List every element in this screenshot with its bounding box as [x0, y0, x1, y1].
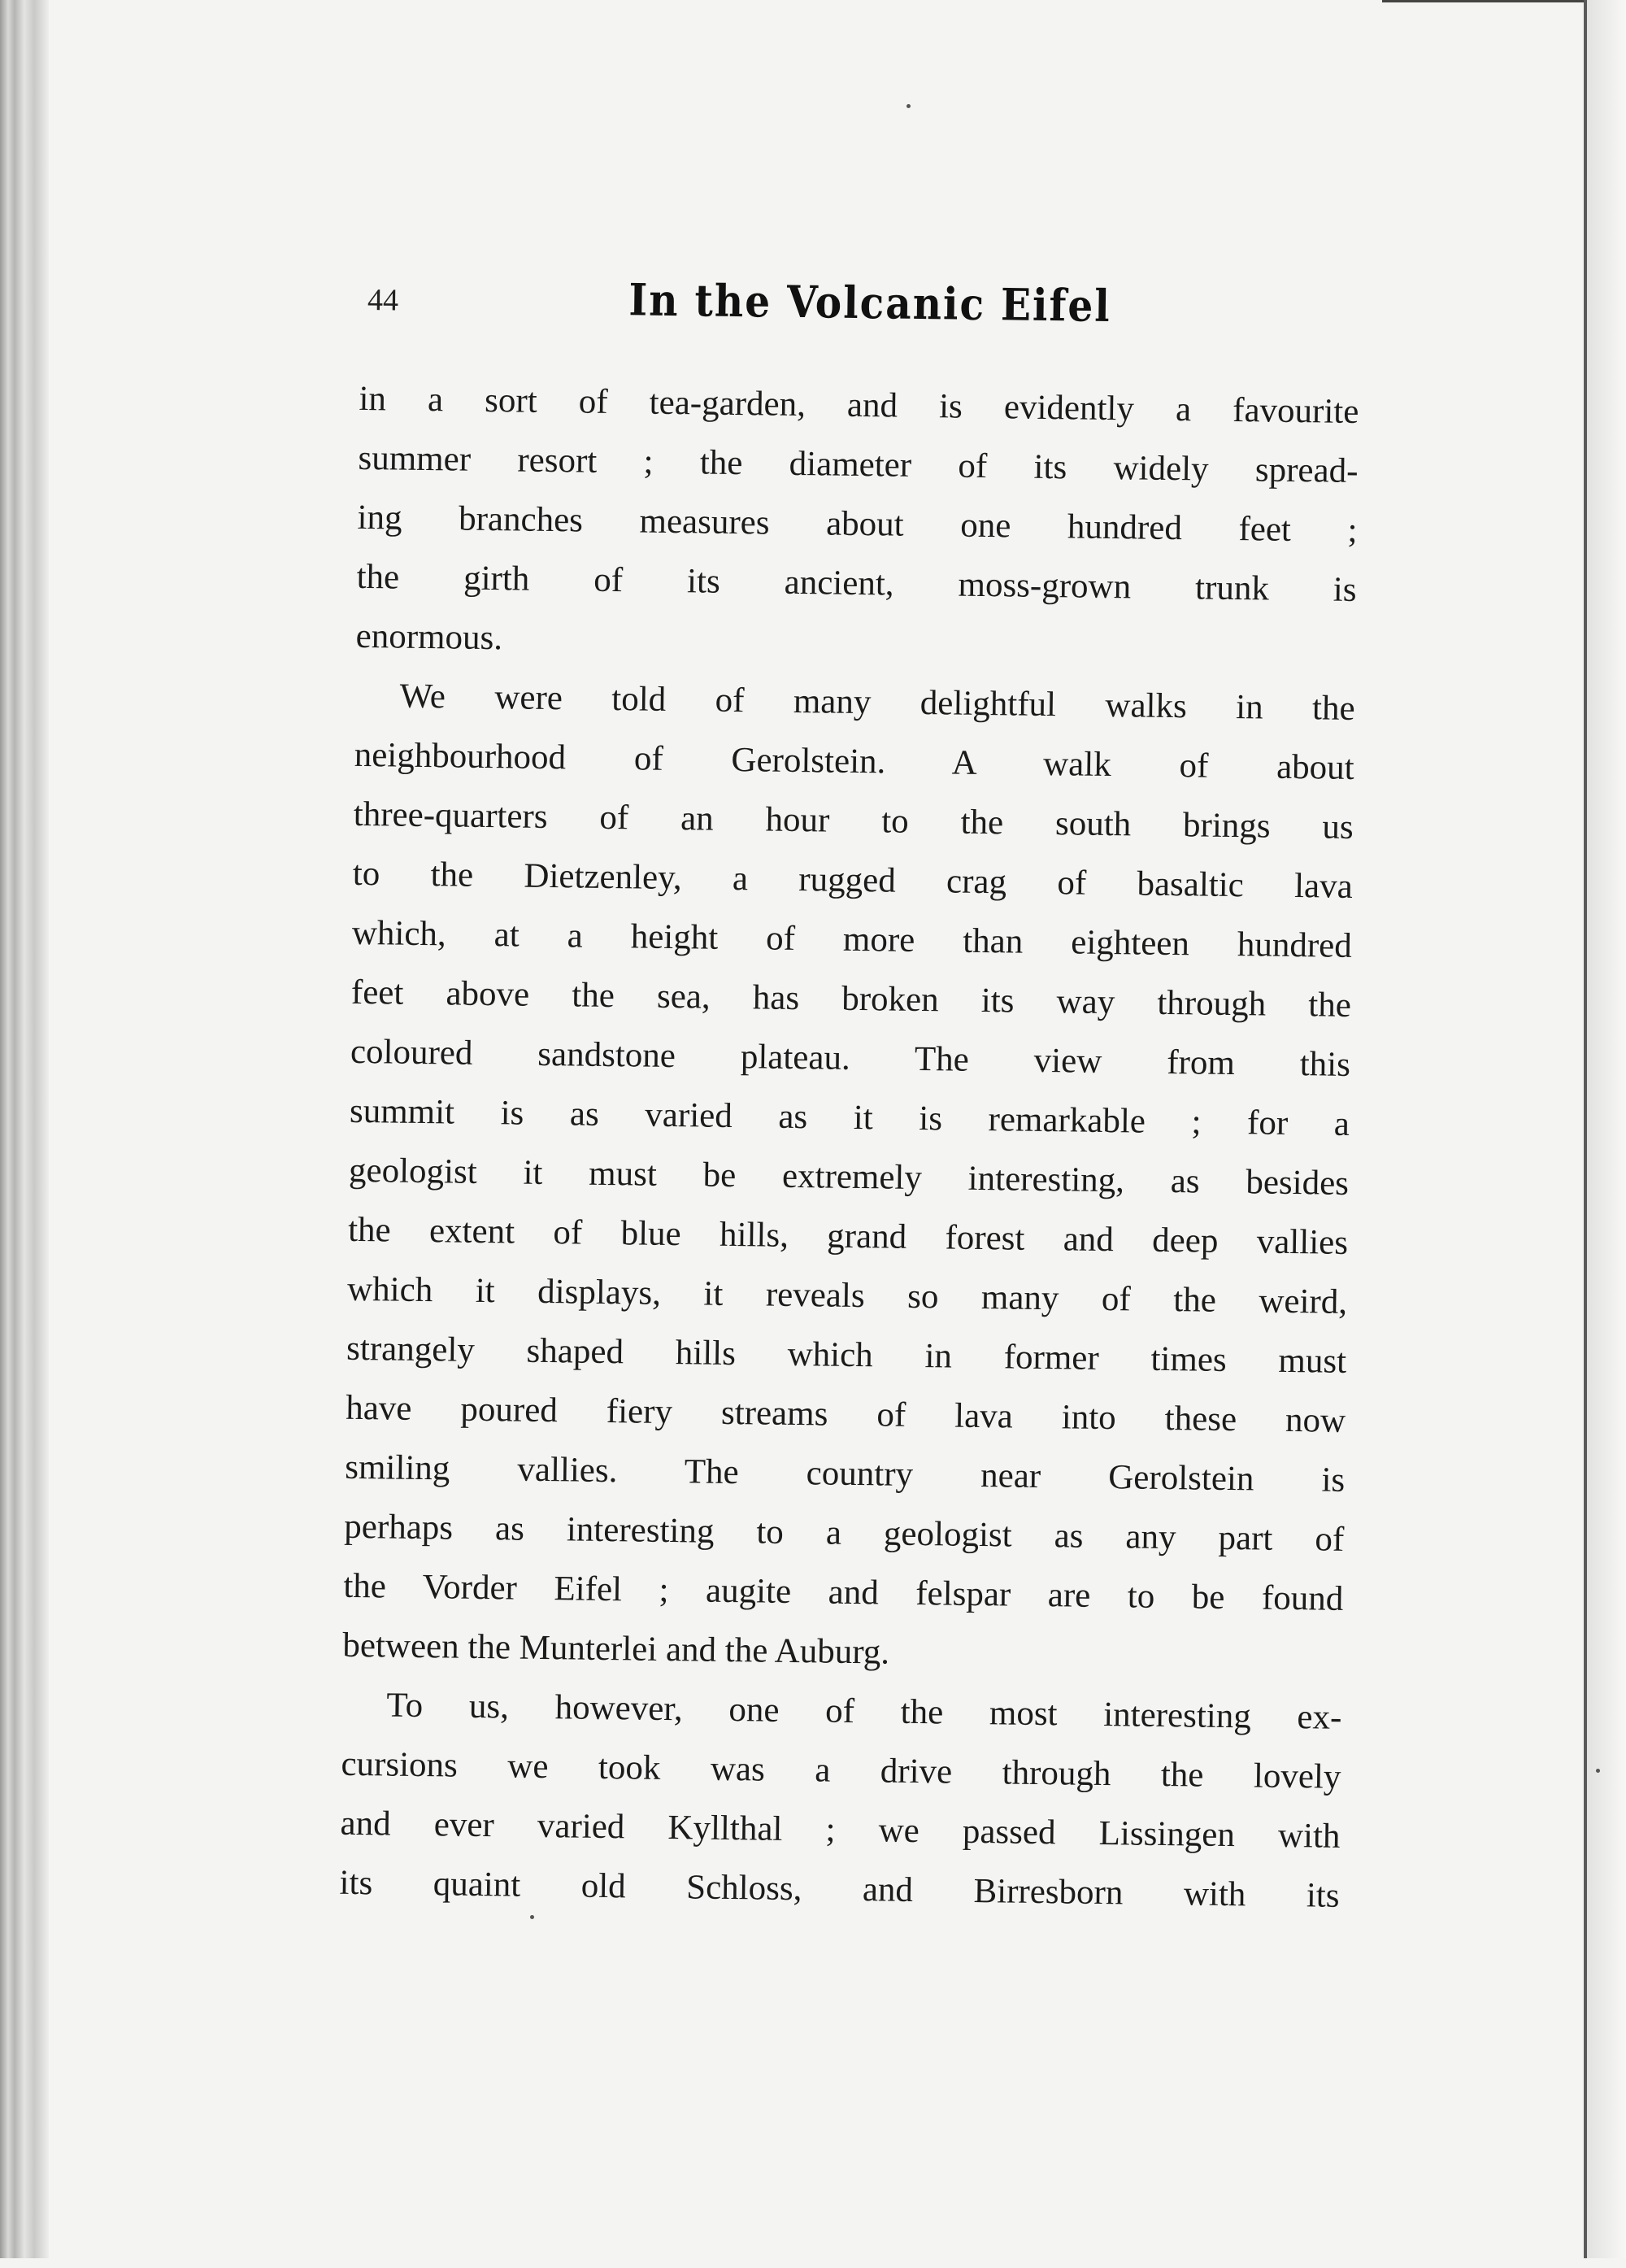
text-line: ing branches measures about one hundred feet ;: [357, 498, 1358, 550]
scan-speck: [530, 1915, 534, 1919]
text-line: We were told of many delightful walks in the: [399, 677, 1355, 728]
text-line: smiling vallies. The country near Gerolstein is: [344, 1447, 1346, 1500]
text-line: feet above the sea, has broken its way through the: [350, 973, 1352, 1025]
scan-speck: [906, 104, 911, 108]
page-number: 44: [367, 283, 399, 318]
text-line: enormous.: [355, 616, 503, 658]
text-line: the girth of its ancient, moss-grown trunk is: [356, 557, 1357, 609]
text-line: to the Dietzenley, a rugged crag of basaltic lava: [352, 854, 1354, 906]
text-line: To us, however, one of the most interesting ex-: [386, 1686, 1342, 1737]
text-line: geologist it must be extremely interesting, as besides: [348, 1151, 1350, 1203]
text-line: between the Munterlei and the Auburg.: [342, 1626, 890, 1672]
text-line: the extent of blue hills, grand forest and deep vallies: [347, 1210, 1349, 1262]
text-line: the Vorder Eifel ; augite and felspar are to be found: [343, 1566, 1344, 1618]
text-line: in a sort of tea-garden, and is evidently a favourite: [359, 379, 1359, 432]
text-line: its quaint old Schloss, and Birresborn with its: [339, 1863, 1340, 1915]
text-line: have poured fiery streams of lava into these now: [345, 1388, 1346, 1440]
text-line: strangely shaped hills which in former times must: [346, 1329, 1347, 1381]
text-line: summer resort ; the diameter of its widely spread-: [358, 438, 1359, 491]
scan-speck: [1596, 1769, 1600, 1773]
text-line: which it displays, it reveals so many of the weird,: [346, 1269, 1348, 1321]
text-line: three-quarters of an hour to the south brings us: [353, 794, 1354, 847]
text-line: neighbourhood of Gerolstein. A walk of about: [354, 735, 1354, 787]
text-line: perhaps as interesting to a geologist as any part of: [344, 1507, 1345, 1559]
text-line: which, at a height of more than eighteen hundred: [351, 913, 1353, 965]
text-line: cursions we took was a drive through the lovely: [341, 1744, 1341, 1796]
body-text: [339, 369, 1359, 1926]
running-title: In the Volcanic Eifel: [628, 273, 1112, 333]
text-line: summit is as varied as it is remarkable ; for a: [349, 1091, 1350, 1143]
text-line: and ever varied Kyllthal ; we passed Lissingen with: [340, 1804, 1341, 1856]
text-line: coloured sandstone plateau. The view from this: [350, 1032, 1351, 1084]
